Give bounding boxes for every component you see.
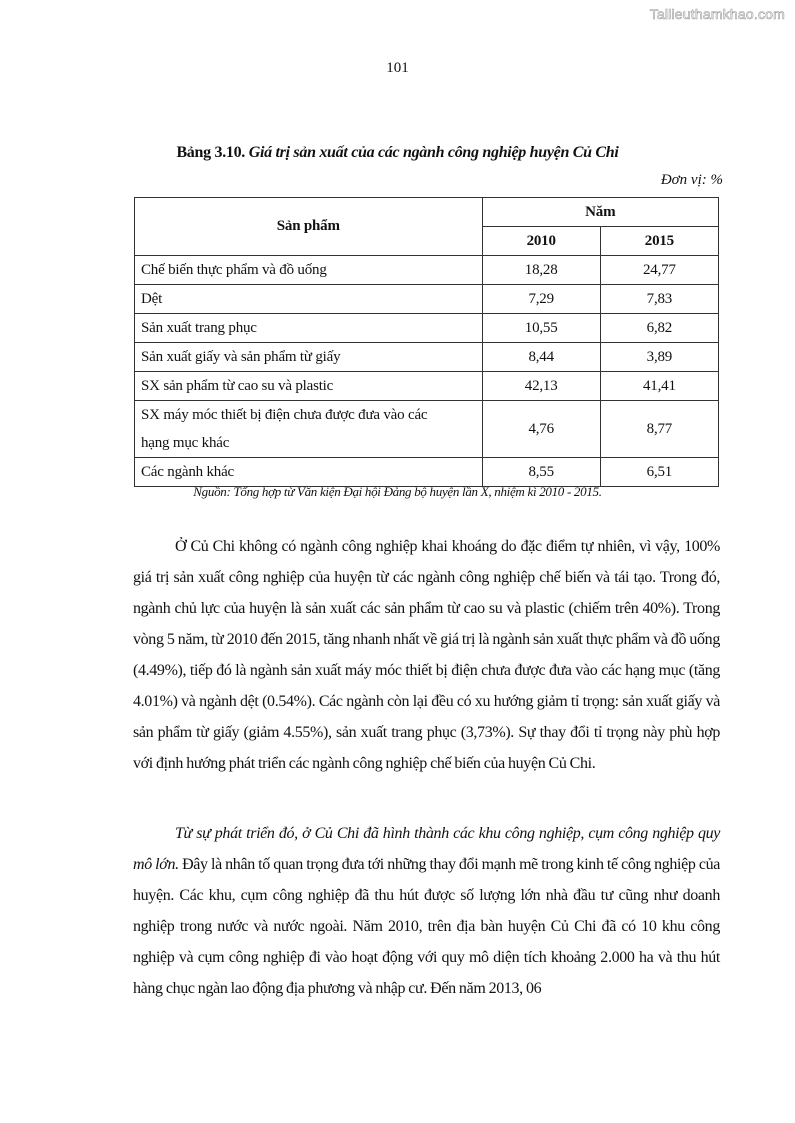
header-product: Sản phẩm [135, 198, 483, 256]
paragraph-2-text: Đây là nhân tố quan trọng đưa tới những thay đổi mạnh mẽ trong kinh tế công nghiệp của huyện. Các khu, cụm công nghiệp đã thu hút được số lượng lớn nhà đầu tư cũng như doanh nghiệp trong nước và nước ngoài. Năm 2010, trên địa bàn huyện Củ Chi đã có 10 khu công nghiệp và cụm công nghiệp đi vào hoạt động với quy mô diện tích khoảng 2.000 ha và thu hút hàng chục ngàn lao động địa phương và nhập cư. Đến năm 2013, 06 [133, 856, 720, 997]
paragraph-1 [133, 531, 720, 779]
value-2010-cell: 18,28 [482, 256, 600, 285]
table-row [135, 314, 719, 343]
table-header-row [135, 198, 719, 227]
product-line-1: SX máy móc thiết bị điện chưa được đưa vào các [141, 407, 428, 423]
value-2015-cell: 41,41 [600, 372, 718, 401]
header-year-2010: 2010 [482, 227, 600, 256]
table-row [135, 458, 719, 487]
value-2015-cell: 7,83 [600, 285, 718, 314]
table-row [135, 285, 719, 314]
watermark: Tailieuthamkhao.com [649, 6, 785, 22]
value-2010-cell: 7,29 [482, 285, 600, 314]
table-row [135, 256, 719, 285]
paragraph-2-italic: Từ sự phát triển đó, ở Củ Chi đã hình thành các khu công nghiệp, cụm công nghiệp quy mô lớn. [133, 825, 720, 873]
page-number: 101 [386, 60, 409, 76]
value-2010-cell: 10,55 [482, 314, 600, 343]
paragraph-2 [133, 818, 720, 1004]
product-cell: Dệt [135, 285, 483, 314]
value-2015-cell: 3,89 [600, 343, 718, 372]
table-caption [0, 144, 795, 162]
product-cell: Chế biến thực phẩm và đồ uống [135, 256, 483, 285]
product-cell: Sản xuất trang phục [135, 314, 483, 343]
value-2015-cell: 24,77 [600, 256, 718, 285]
value-2010-cell: 42,13 [482, 372, 600, 401]
value-2015-cell: 6,51 [600, 458, 718, 487]
table-row [135, 343, 719, 372]
table-caption-title: Giá trị sản xuất của các ngành công nghiệp huyện Củ Chi [248, 144, 619, 161]
table-caption-label: Bảng 3.10. [176, 144, 246, 161]
value-2010-cell: 4,76 [482, 401, 600, 458]
header-year: Năm [482, 198, 718, 227]
product-cell [135, 401, 483, 458]
value-2015-cell: 6,82 [600, 314, 718, 343]
value-2015-cell: 8,77 [600, 401, 718, 458]
table-row [135, 372, 719, 401]
data-table [134, 197, 719, 487]
product-cell: Các ngành khác [135, 458, 483, 487]
value-2010-cell: 8,44 [482, 343, 600, 372]
product-cell: SX sản phẩm từ cao su và plastic [135, 372, 483, 401]
value-2010-cell: 8,55 [482, 458, 600, 487]
product-line-2: hạng mục khác [141, 435, 230, 451]
table-source: Nguồn: Tổng hợp từ Văn kiện Đại hội Đảng bộ huyện lần X, nhiệm kì 2010 - 2015. [193, 484, 602, 499]
table-row [135, 401, 719, 458]
paragraph-1-text: Ở Củ Chi không có ngành công nghiệp khai khoáng do đặc điểm tự nhiên, vì vậy, 100% giá trị sản xuất công nghiệp của huyện từ các ngành công nghiệp chế biến và tái tạo. Trong đó, ngành chủ lực của huyện là sản xuất các sản phẩm từ cao su và plastic (chiếm trên 40%). Trong vòng 5 năm, từ 2010 đến 2015, tăng nhanh nhất về giá trị là ngành sản xuất thực phẩm và đồ uống (4.49%), tiếp đó là ngành sản xuất máy móc thiết bị điện chưa được đưa vào các hạng mục (tăng 4.01%) và ngành dệt (0.54%). Các ngành còn lại đều có xu hướng giảm tỉ trọng: sản xuất giấy và sản phẩm từ giấy (giảm 4.55%), sản xuất trang phục (3,73%). Sự thay đổi tỉ trọng này phù hợp với định hướng phát triển các ngành công nghiệp chế biến của huyện Củ Chi. [133, 538, 720, 772]
header-year-2015: 2015 [600, 227, 718, 256]
table-unit: Đơn vị: % [660, 172, 723, 188]
product-cell: Sản xuất giấy và sản phẩm từ giấy [135, 343, 483, 372]
